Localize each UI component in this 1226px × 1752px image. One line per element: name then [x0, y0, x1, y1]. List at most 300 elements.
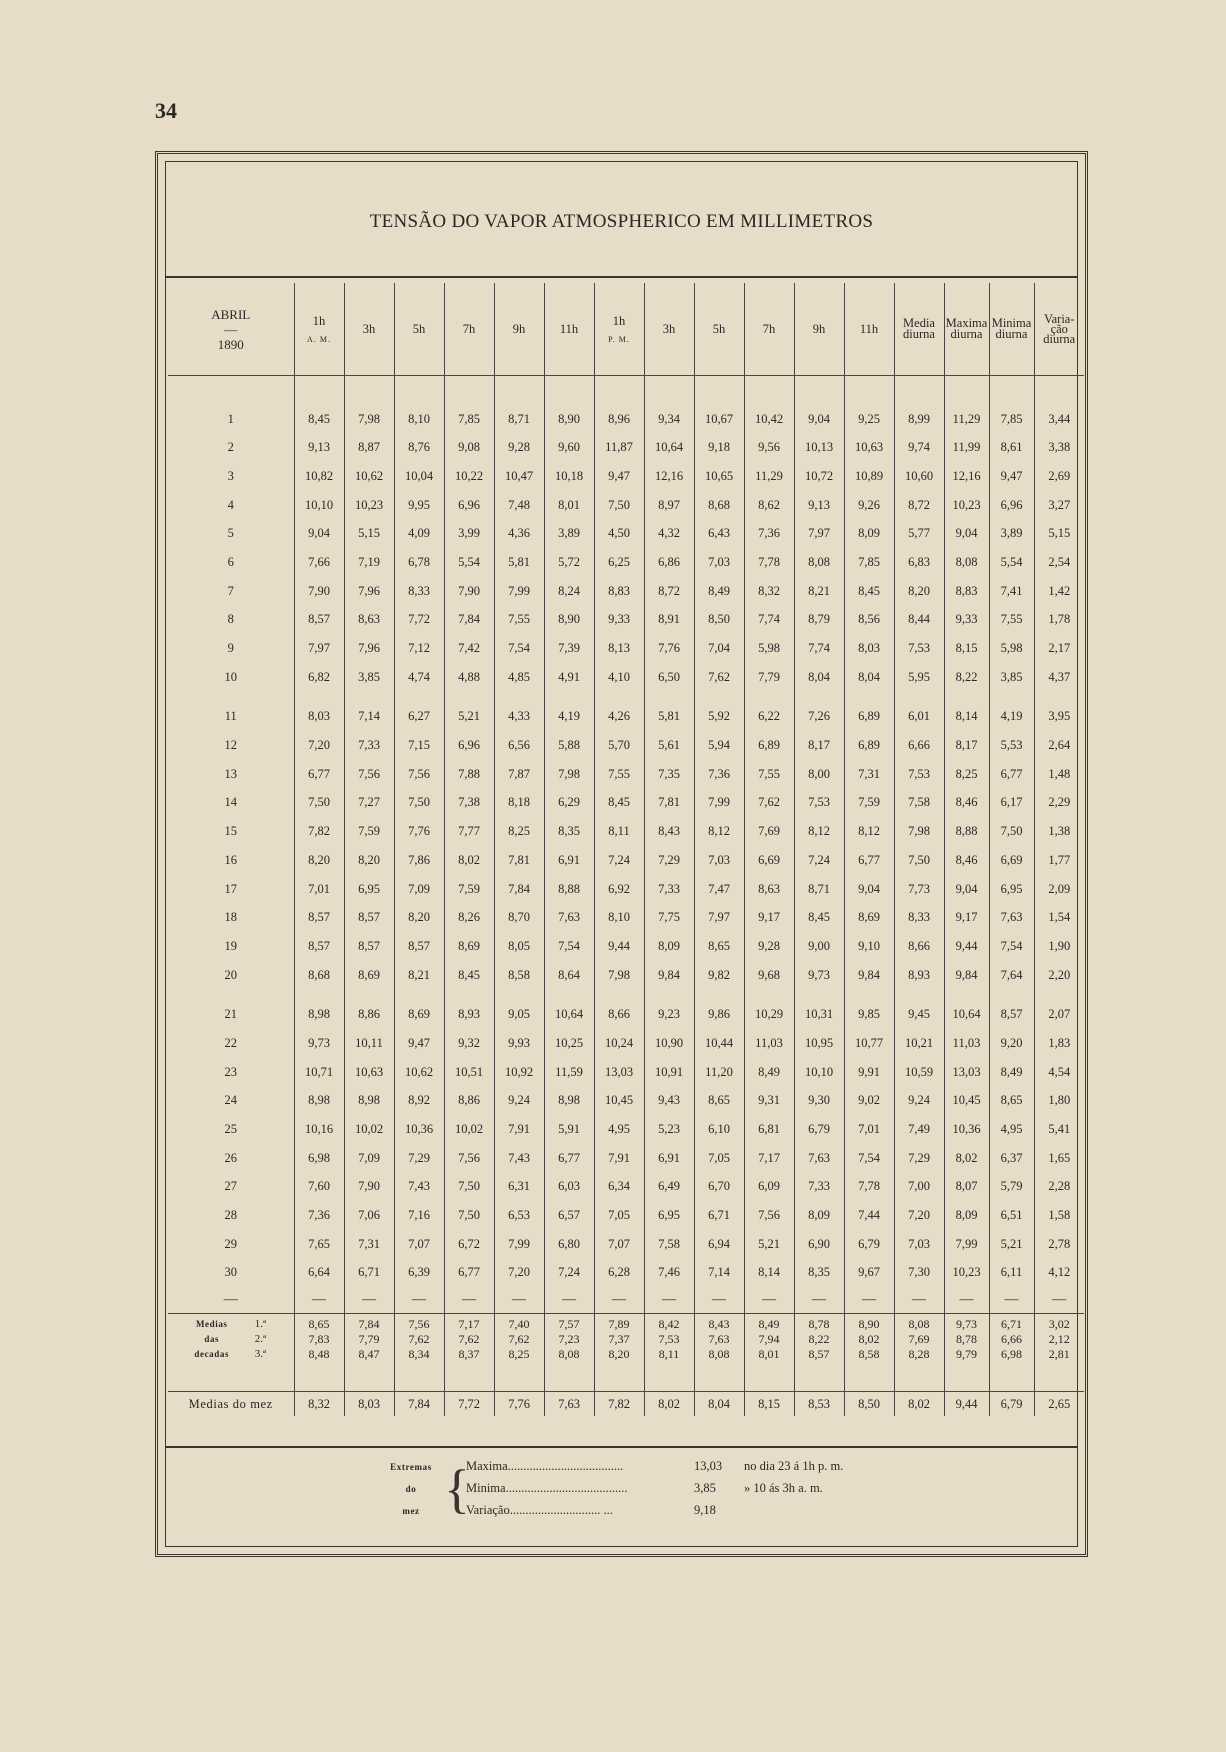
- value-cell: 9,17: [744, 903, 794, 932]
- value-cell: 7,30: [894, 1259, 944, 1288]
- spacer-cell: [594, 376, 644, 405]
- value-cell: 1,90: [1034, 932, 1084, 961]
- value-cell: 8,69: [444, 932, 494, 961]
- value-cell: 8,09: [844, 519, 894, 548]
- value-cell: 5,61: [644, 731, 694, 760]
- value-cell: 8,98: [544, 1087, 594, 1116]
- value-cell: 7,33: [794, 1173, 844, 1202]
- value-cell: 10,59: [894, 1058, 944, 1087]
- value-cell: 8,13: [594, 634, 644, 663]
- header-hour: 5h: [394, 283, 444, 376]
- value-cell: 7,78: [844, 1173, 894, 1202]
- extreme-max-note: no dia 23 á 1h p. m.: [744, 1459, 844, 1473]
- value-cell: 8,45: [444, 961, 494, 990]
- day-number: 22: [224, 1035, 237, 1050]
- value-cell: 10,95: [794, 1029, 844, 1058]
- dash-cell: —: [944, 1287, 989, 1314]
- value-cell: 7,00: [894, 1173, 944, 1202]
- value-cell: 9,23: [644, 1000, 694, 1029]
- value-cell: 10,63: [344, 1058, 394, 1087]
- value-cell: 10,11: [344, 1029, 394, 1058]
- value-cell: 3,44: [1034, 405, 1084, 434]
- value-cell: 5,95: [894, 663, 944, 692]
- value-cell: 7,36: [294, 1201, 344, 1230]
- table-row: [168, 875, 1084, 904]
- value-cell: 8,79: [794, 606, 844, 635]
- value-cell: 7,53: [644, 1331, 694, 1346]
- value-cell: 7,84: [394, 1392, 444, 1417]
- value-cell: 8,01: [744, 1346, 794, 1361]
- extreme-var-label: Variação............................. ...: [466, 1503, 613, 1517]
- value-cell: 9,10: [844, 932, 894, 961]
- value-cell: 5,53: [989, 731, 1034, 760]
- value-cell: 7,20: [294, 731, 344, 760]
- table-row: [168, 703, 1084, 732]
- value-cell: 9,73: [944, 1316, 989, 1331]
- value-cell: 7,55: [744, 760, 794, 789]
- value-cell: 9,04: [944, 519, 989, 548]
- value-cell: 8,57: [294, 903, 344, 932]
- vapor-table: [168, 283, 1084, 1416]
- value-cell: 8,21: [394, 961, 444, 990]
- value-cell: 9,20: [989, 1029, 1034, 1058]
- value-cell: 7,72: [394, 606, 444, 635]
- value-cell: 7,63: [544, 1392, 594, 1417]
- table-row: [168, 433, 1084, 462]
- value-cell: 9,04: [944, 875, 989, 904]
- value-cell: 8,49: [744, 1058, 794, 1087]
- spacer-cell: [344, 1361, 394, 1392]
- value-cell: 6,71: [344, 1259, 394, 1288]
- value-cell: 7,16: [394, 1201, 444, 1230]
- value-cell: 10,44: [694, 1029, 744, 1058]
- value-cell: 6,98: [294, 1144, 344, 1173]
- value-cell: 6,28: [594, 1259, 644, 1288]
- value-cell: 6,89: [744, 731, 794, 760]
- header-hour: 3h: [344, 283, 394, 376]
- value-cell: 8,78: [944, 1331, 989, 1346]
- value-cell: 7,79: [744, 663, 794, 692]
- value-cell: 9,93: [494, 1029, 544, 1058]
- value-cell: 4,19: [544, 703, 594, 732]
- value-cell: 8,57: [344, 903, 394, 932]
- value-cell: 5,72: [544, 548, 594, 577]
- value-cell: 10,18: [544, 462, 594, 491]
- value-cell: 8,83: [594, 577, 644, 606]
- table-row: [168, 932, 1084, 961]
- spacer-cell: [544, 1361, 594, 1392]
- header-minima-line2: diurna: [995, 327, 1028, 341]
- value-cell: 6,71: [989, 1316, 1034, 1331]
- day-number: 7: [227, 583, 234, 598]
- value-cell: 10,36: [944, 1115, 989, 1144]
- value-cell: 7,91: [594, 1144, 644, 1173]
- value-cell: 7,03: [694, 548, 744, 577]
- table-row: [168, 462, 1084, 491]
- decade-separator: [168, 692, 1084, 703]
- value-cell: 7,59: [344, 817, 394, 846]
- value-cell: 8,45: [294, 405, 344, 434]
- value-cell: 9,44: [944, 1392, 989, 1417]
- value-cell: 9,00: [794, 932, 844, 961]
- table-row: [168, 1230, 1084, 1259]
- extremes-label-2: do: [405, 1484, 417, 1494]
- spacer-cell: [544, 376, 594, 405]
- value-cell: 9,95: [394, 491, 444, 520]
- value-cell: 10,22: [444, 462, 494, 491]
- value-cell: 7,64: [989, 961, 1034, 990]
- value-cell: 8,46: [944, 846, 989, 875]
- spacer-cell: [744, 692, 794, 703]
- value-cell: 7,12: [394, 634, 444, 663]
- day-number: 23: [224, 1064, 237, 1079]
- decade-number: 3.ª: [254, 1348, 267, 1361]
- header-hour: 5h: [694, 283, 744, 376]
- table-row: [168, 491, 1084, 520]
- header-pm: P. M.: [608, 335, 630, 344]
- value-cell: 7,50: [594, 491, 644, 520]
- value-cell: 8,48: [294, 1346, 344, 1361]
- decade-separator: [168, 989, 1084, 1000]
- value-cell: 7,76: [494, 1392, 544, 1417]
- value-cell: 7,53: [794, 789, 844, 818]
- value-cell: 4,26: [594, 703, 644, 732]
- value-cell: 7,24: [594, 846, 644, 875]
- summary-gap: [168, 1361, 1084, 1392]
- value-cell: 8,09: [794, 1201, 844, 1230]
- value-cell: 3,95: [1034, 703, 1084, 732]
- value-cell: 4,54: [1034, 1058, 1084, 1087]
- value-cell: 8,64: [544, 961, 594, 990]
- extreme-max-value: 13,03: [694, 1459, 723, 1473]
- value-cell: 9,24: [894, 1087, 944, 1116]
- decade-number: 1.ª: [254, 1318, 267, 1331]
- value-cell: 10,65: [694, 462, 744, 491]
- value-cell: 7,85: [444, 405, 494, 434]
- header-month-name: ABRIL: [211, 306, 251, 322]
- value-cell: 8,63: [344, 606, 394, 635]
- value-cell: 6,37: [989, 1144, 1034, 1173]
- value-cell: 7,88: [444, 760, 494, 789]
- value-cell: 8,65: [694, 1087, 744, 1116]
- value-cell: 1,54: [1034, 903, 1084, 932]
- value-cell: 8,25: [494, 1346, 544, 1361]
- value-cell: 6,70: [694, 1173, 744, 1202]
- value-cell: 5,70: [594, 731, 644, 760]
- value-cell: 7,14: [694, 1259, 744, 1288]
- value-cell: 6,66: [989, 1331, 1034, 1346]
- value-cell: 8,49: [694, 577, 744, 606]
- spacer-cell: [394, 1361, 444, 1392]
- decade-mean-row: [168, 1316, 1084, 1331]
- spacer-cell: [644, 376, 694, 405]
- value-cell: 9,73: [294, 1029, 344, 1058]
- value-cell: 10,45: [944, 1087, 989, 1116]
- value-cell: 10,36: [394, 1115, 444, 1144]
- header-variacao-line1: Varia-: [1043, 312, 1075, 326]
- spacer-cell: [694, 989, 744, 1000]
- spacer-cell: [594, 692, 644, 703]
- value-cell: 5,81: [644, 703, 694, 732]
- value-cell: 8,53: [794, 1392, 844, 1417]
- value-cell: 12,16: [644, 462, 694, 491]
- value-cell: 7,01: [294, 875, 344, 904]
- value-cell: 10,89: [844, 462, 894, 491]
- header-hour: 9h: [794, 283, 844, 376]
- value-cell: 7,50: [894, 846, 944, 875]
- value-cell: 7,84: [344, 1316, 394, 1331]
- spacer-cell: [168, 989, 294, 1000]
- value-cell: 7,49: [894, 1115, 944, 1144]
- value-cell: 8,88: [544, 875, 594, 904]
- value-cell: 7,63: [544, 903, 594, 932]
- value-cell: 7,33: [344, 731, 394, 760]
- value-cell: 9,44: [944, 932, 989, 961]
- day-number: 2: [227, 440, 234, 455]
- value-cell: 7,53: [894, 634, 944, 663]
- table-row: [168, 577, 1084, 606]
- value-cell: 7,89: [594, 1316, 644, 1331]
- value-cell: 8,86: [344, 1000, 394, 1029]
- value-cell: 10,23: [944, 1259, 989, 1288]
- value-cell: 6,95: [644, 1201, 694, 1230]
- value-cell: 5,54: [444, 548, 494, 577]
- value-cell: 7,09: [344, 1144, 394, 1173]
- spacer-cell: [168, 376, 294, 405]
- value-cell: 8,20: [394, 903, 444, 932]
- day-number: 27: [224, 1179, 237, 1194]
- value-cell: 7,43: [494, 1144, 544, 1173]
- day-number: 21: [224, 1007, 237, 1022]
- value-cell: 7,44: [844, 1201, 894, 1230]
- value-cell: 7,98: [544, 760, 594, 789]
- table-row: [168, 634, 1084, 663]
- value-cell: 8,62: [744, 491, 794, 520]
- value-cell: 8,08: [794, 548, 844, 577]
- value-cell: 6,77: [989, 760, 1034, 789]
- value-cell: 7,62: [394, 1331, 444, 1346]
- decade-label-cell: [168, 1331, 294, 1346]
- value-cell: 7,54: [844, 1144, 894, 1173]
- value-cell: 2,78: [1034, 1230, 1084, 1259]
- value-cell: 7,35: [644, 760, 694, 789]
- value-cell: 8,72: [894, 491, 944, 520]
- value-cell: 6,98: [989, 1346, 1034, 1361]
- day-number: 18: [224, 910, 237, 925]
- value-cell: 7,55: [594, 760, 644, 789]
- value-cell: 8,58: [494, 961, 544, 990]
- value-cell: 9,25: [844, 405, 894, 434]
- value-cell: 4,50: [594, 519, 644, 548]
- spacer-cell: [644, 989, 694, 1000]
- value-cell: 8,08: [544, 1346, 594, 1361]
- value-cell: 8,09: [644, 932, 694, 961]
- value-cell: 8,32: [294, 1392, 344, 1417]
- value-cell: 9,60: [544, 433, 594, 462]
- value-cell: 10,04: [394, 462, 444, 491]
- value-cell: 9,45: [894, 1000, 944, 1029]
- value-cell: 7,50: [444, 1173, 494, 1202]
- header-am: A. M.: [307, 335, 331, 344]
- value-cell: 9,44: [594, 932, 644, 961]
- value-cell: 9,84: [844, 961, 894, 990]
- header-variacao-line3: diurna: [1043, 332, 1076, 346]
- table-header: [168, 283, 1084, 376]
- dash-row: [168, 1287, 1084, 1314]
- value-cell: 2,81: [1034, 1346, 1084, 1361]
- table-row: [168, 903, 1084, 932]
- value-cell: 8,57: [394, 932, 444, 961]
- table-row: [168, 1201, 1084, 1230]
- value-cell: 8,43: [644, 817, 694, 846]
- spacer-cell: [744, 1361, 794, 1392]
- spacer-cell: [794, 376, 844, 405]
- value-cell: 10,47: [494, 462, 544, 491]
- value-cell: 8,07: [944, 1173, 989, 1202]
- value-cell: 8,20: [594, 1346, 644, 1361]
- value-cell: 6,39: [394, 1259, 444, 1288]
- spacer-cell: [444, 989, 494, 1000]
- value-cell: 6,01: [894, 703, 944, 732]
- value-cell: 8,90: [544, 606, 594, 635]
- value-cell: 10,91: [644, 1058, 694, 1087]
- value-cell: 10,29: [744, 1000, 794, 1029]
- value-cell: 6,80: [544, 1230, 594, 1259]
- header-hour: 3h: [644, 283, 694, 376]
- value-cell: 10,92: [494, 1058, 544, 1087]
- value-cell: 10,82: [294, 462, 344, 491]
- table-row: [168, 1087, 1084, 1116]
- table-row: [168, 1115, 1084, 1144]
- dash-cell: —: [444, 1287, 494, 1314]
- value-cell: 4,85: [494, 663, 544, 692]
- value-cell: 7,82: [294, 817, 344, 846]
- value-cell: 6,31: [494, 1173, 544, 1202]
- dash-cell: —: [694, 1287, 744, 1314]
- value-cell: 8,46: [944, 789, 989, 818]
- day-number: 17: [224, 881, 237, 896]
- value-cell: 11,87: [594, 433, 644, 462]
- value-cell: 6,57: [544, 1201, 594, 1230]
- spacer-cell: [989, 1361, 1034, 1392]
- value-cell: 3,38: [1034, 433, 1084, 462]
- value-cell: 8,15: [944, 634, 989, 663]
- value-cell: 6,92: [594, 875, 644, 904]
- value-cell: 7,96: [344, 577, 394, 606]
- value-cell: 5,91: [544, 1115, 594, 1144]
- value-cell: 7,19: [344, 548, 394, 577]
- value-cell: 7,85: [989, 405, 1034, 434]
- value-cell: 7,59: [844, 789, 894, 818]
- value-cell: 7,58: [894, 789, 944, 818]
- value-cell: 6,79: [794, 1115, 844, 1144]
- value-cell: 9,26: [844, 491, 894, 520]
- header-maxima: [944, 283, 989, 376]
- table-row: [168, 731, 1084, 760]
- value-cell: 8,04: [694, 1392, 744, 1417]
- value-cell: 8,17: [794, 731, 844, 760]
- value-cell: 8,66: [594, 1000, 644, 1029]
- spacer-cell: [394, 692, 444, 703]
- day-number: 19: [224, 938, 237, 953]
- value-cell: 8,45: [844, 577, 894, 606]
- value-cell: 5,23: [644, 1115, 694, 1144]
- value-cell: 7,99: [494, 1230, 544, 1259]
- value-cell: 10,62: [394, 1058, 444, 1087]
- value-cell: 4,88: [444, 663, 494, 692]
- value-cell: 9,28: [744, 932, 794, 961]
- day-number: 12: [224, 738, 237, 753]
- value-cell: 7,86: [394, 846, 444, 875]
- header-minima-line1: Minima: [991, 316, 1032, 330]
- value-cell: 4,19: [989, 703, 1034, 732]
- value-cell: 4,95: [989, 1115, 1034, 1144]
- spacer-cell: [394, 376, 444, 405]
- day-number: 5: [227, 526, 234, 541]
- value-cell: 8,58: [844, 1346, 894, 1361]
- value-cell: 9,86: [694, 1000, 744, 1029]
- day-number: 6: [227, 554, 234, 569]
- value-cell: 8,08: [894, 1316, 944, 1331]
- value-cell: 6,79: [989, 1392, 1034, 1417]
- value-cell: 9,13: [294, 433, 344, 462]
- value-cell: 10,72: [794, 462, 844, 491]
- value-cell: 6,77: [844, 846, 894, 875]
- value-cell: 7,62: [744, 789, 794, 818]
- value-cell: 10,62: [344, 462, 394, 491]
- spacer-cell: [844, 376, 894, 405]
- table-row: [168, 846, 1084, 875]
- spacer-cell: [744, 376, 794, 405]
- day-number: 3: [227, 468, 234, 483]
- header-minima: [989, 283, 1034, 376]
- value-cell: 9,31: [744, 1087, 794, 1116]
- day-number: 30: [224, 1265, 237, 1280]
- value-cell: 2,69: [1034, 462, 1084, 491]
- value-cell: 6,71: [694, 1201, 744, 1230]
- summary-rows: [168, 1287, 1084, 1416]
- value-cell: 7,03: [694, 846, 744, 875]
- value-cell: 8,33: [894, 903, 944, 932]
- value-cell: 7,57: [544, 1316, 594, 1331]
- value-cell: 7,56: [444, 1144, 494, 1173]
- spacer-cell: [989, 376, 1034, 405]
- value-cell: 10,64: [644, 433, 694, 462]
- day-number: 11: [224, 709, 237, 724]
- value-cell: 6,79: [844, 1230, 894, 1259]
- value-cell: 6,34: [594, 1173, 644, 1202]
- value-cell: 9,28: [494, 433, 544, 462]
- value-cell: 6,72: [444, 1230, 494, 1259]
- table-frame: [155, 151, 1088, 1557]
- value-cell: 6,78: [394, 548, 444, 577]
- spacer-cell: [944, 989, 989, 1000]
- decade-mean-row: [168, 1331, 1084, 1346]
- value-cell: 7,84: [444, 606, 494, 635]
- value-cell: 8,37: [444, 1346, 494, 1361]
- spacer-cell: [444, 1361, 494, 1392]
- value-cell: 11,59: [544, 1058, 594, 1087]
- value-cell: 6,69: [744, 846, 794, 875]
- spacer-cell: [494, 692, 544, 703]
- value-cell: 7,15: [394, 731, 444, 760]
- header-hour: 7h: [744, 283, 794, 376]
- value-cell: 13,03: [944, 1058, 989, 1087]
- value-cell: 5,15: [1034, 519, 1084, 548]
- value-cell: 9,68: [744, 961, 794, 990]
- spacer-cell: [1034, 376, 1084, 405]
- value-cell: 7,62: [694, 663, 744, 692]
